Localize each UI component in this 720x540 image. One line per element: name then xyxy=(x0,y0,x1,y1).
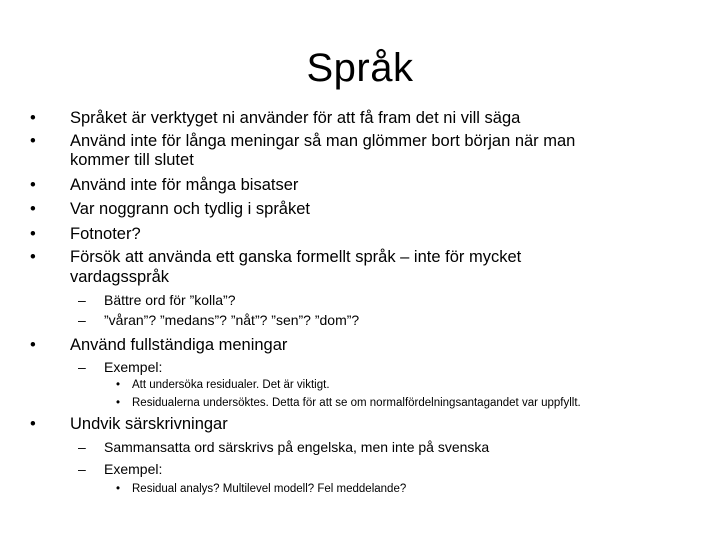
sub-bullet-marker: – xyxy=(78,359,86,375)
bullet-marker: • xyxy=(30,132,36,150)
bullet-marker: • xyxy=(30,248,36,266)
bullet-text: Fotnoter? xyxy=(70,225,141,243)
sub-sub-bullet-marker: • xyxy=(116,379,121,391)
sub-bullet-text: Sammansatta ord särskrivs på engelska, men inte på svenska xyxy=(104,439,490,455)
bullet-text: Språket är verktyget ni använder för att få fram det ni vill säga xyxy=(70,109,521,127)
bullet-text: Använd inte för många bisatser xyxy=(70,176,299,194)
bullet-text: kommer till slutet xyxy=(70,151,194,169)
sub-bullet-marker: – xyxy=(78,439,86,455)
sub-sub-bullet-marker: • xyxy=(116,483,121,495)
sub-sub-bullet-text: Att undersöka residualer. Det är viktigt. xyxy=(132,379,330,391)
bullet-marker: • xyxy=(30,415,36,433)
sub-bullet-text: Exempel: xyxy=(104,359,163,375)
bullet-text: Använd fullständiga meningar xyxy=(70,336,288,354)
sub-bullet-marker: – xyxy=(78,312,86,328)
sub-bullet-text: ”våran”? ”medans”? ”nåt”? ”sen”? ”dom”? xyxy=(104,312,360,328)
sub-sub-bullet-text: Residual analys? Multilevel modell? Fel meddelande? xyxy=(132,483,407,495)
bullet-text: Använd inte för långa meningar så man glömmer bort början när man xyxy=(70,132,576,150)
bullet-marker: • xyxy=(30,109,36,127)
bullet-marker: • xyxy=(30,336,36,354)
sub-sub-bullet-marker: • xyxy=(116,397,121,409)
bullet-text: vardagsspråk xyxy=(70,268,170,286)
bullet-marker: • xyxy=(30,200,36,218)
sub-bullet-text: Bättre ord för ”kolla”? xyxy=(104,292,236,308)
sub-bullet-marker: – xyxy=(78,292,86,308)
slide-title: Språk xyxy=(306,46,414,90)
sub-sub-bullet-text: Residualerna undersöktes. Detta för att se om normalfördelningsantagandet var uppfyllt. xyxy=(132,397,581,409)
bullet-text: Försök att använda ett ganska formellt språk – inte för mycket xyxy=(70,248,522,266)
sub-bullet-marker: – xyxy=(78,461,86,477)
bullet-marker: • xyxy=(30,225,36,243)
bullet-text: Var noggrann och tydlig i språket xyxy=(70,200,310,218)
bullet-text: Undvik särskrivningar xyxy=(70,415,228,433)
sub-bullet-text: Exempel: xyxy=(104,461,163,477)
bullet-marker: • xyxy=(30,176,36,194)
